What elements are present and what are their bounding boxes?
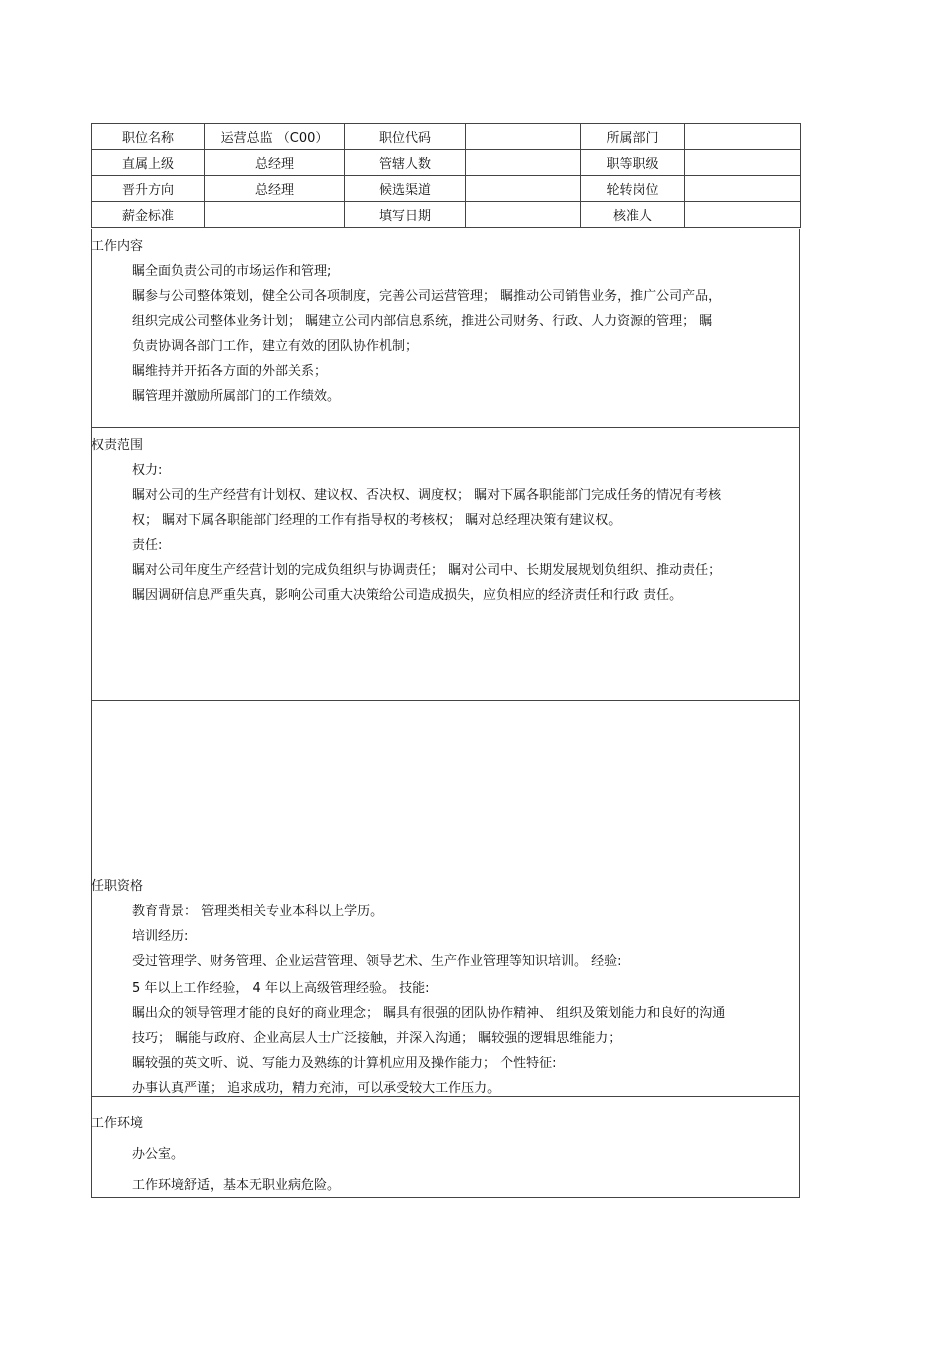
header-row — [92, 150, 801, 176]
authority-line: 权力: — [132, 463, 163, 478]
header-value-cell — [685, 176, 801, 202]
qualification-line: 办事认真严谨； 追求成功，精力充沛，可以承受较大工作压力。 — [132, 1081, 501, 1096]
environment-line: 工作环境舒适，基本无职业病危险。 — [132, 1178, 341, 1193]
header-label-cell: 轮转岗位 — [581, 176, 685, 202]
header-value-cell — [466, 124, 581, 150]
header-row — [92, 202, 801, 228]
header-label-cell: 职位代码 — [345, 124, 466, 150]
header-label-cell: 管辖人数 — [345, 150, 466, 176]
authority-line: 权； 瞩对下属各职能部门经理的工作有指导权的考核权； 瞩对总经理决策有建议权。 — [132, 513, 622, 528]
qualification-title: 任职资格 — [91, 879, 144, 894]
work-content-line: 负责协调各部门工作，建立有效的团队协作机制； — [132, 339, 419, 354]
authority-line: 责任: — [132, 538, 163, 553]
header-value-cell — [205, 202, 345, 228]
header-value-cell: 总经理 — [205, 176, 345, 202]
header-row — [92, 176, 801, 202]
environment-title: 工作环境 — [91, 1116, 144, 1131]
qualification-line: 5 年以上工作经验， 4 年以上高级管理经验。 技能: — [132, 981, 430, 996]
authority-line: 瞩对公司的生产经营有计划权、建议权、否决权、调度权； 瞩对下属各职能部门完成任务的情况有考核 — [132, 488, 722, 503]
authority-line: 瞩因调研信息严重失真，影响公司重大决策给公司造成损失，应负相应的经济责任和行政 责任。 — [132, 588, 683, 603]
work-content-section — [91, 229, 800, 428]
job-header-table — [91, 123, 801, 228]
header-label-cell: 候选渠道 — [345, 176, 466, 202]
header-value-cell — [466, 176, 581, 202]
work-content-line: 瞩参与公司整体策划，健全公司各项制度，完善公司运营管理； 瞩推动公司销售业务，推广公司产品， — [132, 289, 722, 304]
work-content-line: 瞩维持并开拓各方面的外部关系； — [132, 364, 328, 379]
header-label-cell: 核准人 — [581, 202, 685, 228]
work-content-title: 工作内容 — [91, 239, 144, 254]
work-content-line: 瞩全面负责公司的市场运作和管理; — [132, 264, 332, 279]
header-label-cell: 薪金标准 — [92, 202, 205, 228]
work-content-line: 组织完成公司整体业务计划； 瞩建立公司内部信息系统，推进公司财务、行政、人力资源的管理； 瞩 — [132, 314, 713, 329]
header-row — [92, 124, 801, 150]
qualification-line: 培训经历: — [132, 929, 189, 944]
header-value-cell: 总经理 — [205, 150, 345, 176]
header-label-cell: 填写日期 — [345, 202, 466, 228]
qualification-line: 技巧； 瞩能与政府、企业高层人士广泛接触，并深入沟通； 瞩较强的逻辑思维能力； — [132, 1031, 622, 1046]
authority-title: 权责范围 — [91, 438, 144, 453]
work-content-line: 瞩管理并激励所属部门的工作绩效。 — [132, 389, 341, 404]
header-value-cell — [466, 150, 581, 176]
qualification-line: 受过管理学、财务管理、企业运营管理、领导艺术、生产作业管理等知识培训。 经验: — [132, 954, 622, 969]
header-label-cell: 职位名称 — [92, 124, 205, 150]
qualification-line: 瞩较强的英文听、说、写能力及熟练的计算机应用及操作能力； 个性特征: — [132, 1056, 557, 1071]
header-label-cell: 晋升方向 — [92, 176, 205, 202]
environment-line: 办公室。 — [132, 1147, 185, 1162]
qualification-line: 瞩出众的领导管理才能的良好的商业理念； 瞩具有很强的团队协作精神、 组织及策划能力和良好的沟通 — [132, 1006, 726, 1021]
header-value-cell — [685, 202, 801, 228]
environment-section — [91, 1097, 800, 1198]
header-label-cell: 直属上级 — [92, 150, 205, 176]
qualification-section — [91, 701, 800, 1097]
header-value-cell — [685, 150, 801, 176]
authority-line: 瞩对公司年度生产经营计划的完成负组织与协调责任； 瞩对公司中、长期发展规划负组织、推动责任； — [132, 563, 722, 578]
header-label-cell: 所属部门 — [581, 124, 685, 150]
header-label-cell: 职等职级 — [581, 150, 685, 176]
header-value-cell — [466, 202, 581, 228]
qualification-line: 教育背景： 管理类相关专业本科以上学历。 — [132, 904, 384, 919]
header-value-cell: 运营总监 （C00） — [205, 124, 345, 150]
header-value-cell — [685, 124, 801, 150]
authority-section — [91, 428, 800, 701]
job-header-table-wrap — [91, 123, 800, 228]
